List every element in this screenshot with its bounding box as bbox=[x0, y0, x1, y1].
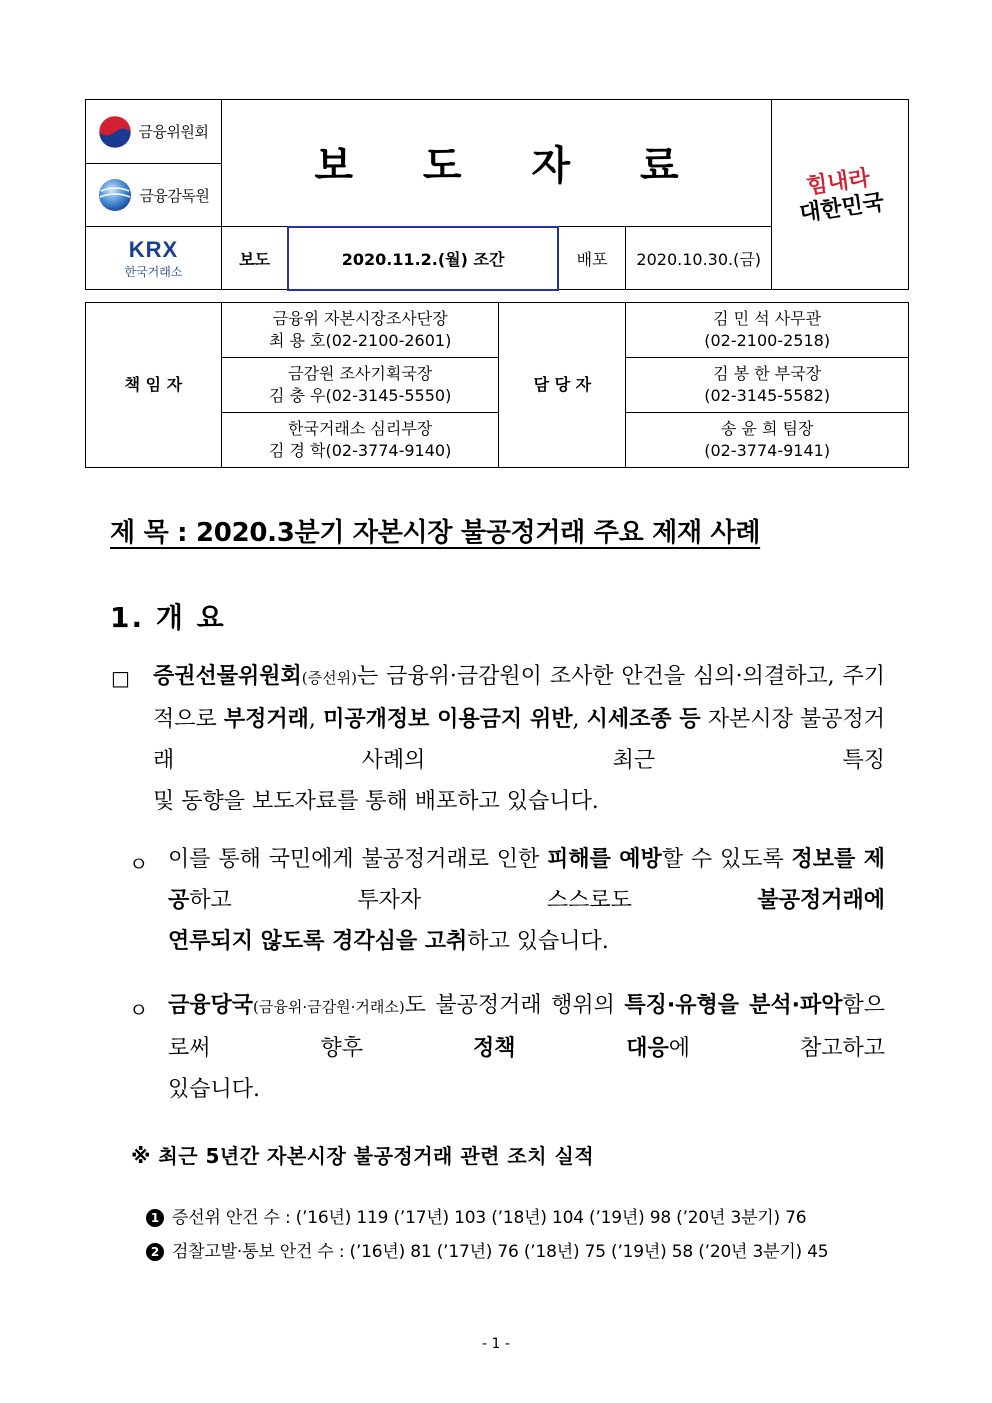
staff-3-title: 송 윤 희 팀장 bbox=[720, 419, 814, 438]
p2-text-3: 하고 투자자 스스로도 bbox=[189, 888, 758, 913]
staff-2-title: 김 봉 한 부국장 bbox=[713, 364, 822, 383]
responsible-3 bbox=[221, 413, 499, 468]
paragraph-1 bbox=[153, 656, 885, 822]
distribution-date: 2020.10.30.(금) bbox=[626, 227, 772, 290]
responsible-2-title: 금감원 조사기획국장 bbox=[288, 364, 433, 383]
release-date: 2020.11.2.(월) 조간 bbox=[288, 227, 558, 290]
p3-last-line: 있습니다. bbox=[168, 1077, 261, 1102]
slogan-cell bbox=[772, 100, 909, 290]
page-title: 보 도 자 료 bbox=[314, 143, 707, 190]
p1-last-line: 및 동향을 보도자료를 통해 배포하고 있습니다. bbox=[153, 789, 599, 814]
page-number: - 1 - bbox=[482, 1336, 510, 1352]
staff-2-contact: (02-3145-5582) bbox=[704, 386, 831, 405]
responsible-1 bbox=[221, 303, 499, 358]
krx-logo-cell bbox=[86, 227, 222, 290]
subject-heading: 제 목 : 2020.3분기 자본시장 불공정거래 주요 제재 사례 bbox=[110, 518, 761, 548]
fsc-name: 금융위원회 bbox=[138, 123, 209, 141]
slogan-line1: 힘내라 bbox=[804, 164, 872, 199]
p3-text-1: 도 불공정거래 행위의 bbox=[404, 993, 625, 1018]
p3-bold-3: 정책 대응 bbox=[473, 1036, 669, 1061]
p1-bold-1: 증권선물위원회 bbox=[153, 664, 302, 689]
stat-row-2-text: 검찰고발·통보 안건 수 : (’16년) 81 (’17년) 76 (’18년) 75 (’19년) 58 (’20년 3분기) 45 bbox=[172, 1242, 829, 1262]
staff-1 bbox=[626, 303, 909, 358]
p1-abbr: (증선위) bbox=[301, 669, 357, 687]
p1-bold-3: 미공개정보 이용금지 위반 bbox=[323, 707, 573, 732]
release-label: 보도 bbox=[221, 227, 288, 290]
p2-text-4: 하고 있습니다. bbox=[467, 929, 609, 954]
p1-bold-4: 시세조종 등 bbox=[586, 707, 701, 732]
circle-bullet-icon: ㅇ bbox=[129, 998, 149, 1022]
title-cell bbox=[221, 100, 771, 227]
stat-row-1-text: 증선위 안건 수 : (’16년) 119 (’17년) 103 (’18년) 104 (’19년) 98 (’20년 3분기) 76 bbox=[172, 1208, 807, 1228]
paragraph-3 bbox=[168, 985, 885, 1110]
fsc-logo-cell bbox=[86, 100, 222, 164]
slogan-logo bbox=[769, 159, 911, 229]
staff-2 bbox=[626, 358, 909, 413]
number-1-icon: 1 bbox=[146, 1209, 164, 1227]
fsc-emblem-icon bbox=[98, 115, 132, 149]
header-table bbox=[85, 99, 909, 291]
staff-label: 담 당 자 bbox=[499, 303, 626, 468]
p3-bold-2: 특징·유형을 분석·파악 bbox=[624, 993, 843, 1018]
responsible-2-contact: 김 충 우(02-3145-5550) bbox=[268, 386, 452, 405]
fss-emblem-icon bbox=[97, 177, 133, 213]
responsible-1-contact: 최 용 호(02-2100-2601) bbox=[268, 331, 452, 350]
fss-logo-cell bbox=[86, 164, 222, 227]
responsible-2 bbox=[221, 358, 499, 413]
section-heading: 1. 개 요 bbox=[110, 601, 226, 634]
krx-logo: KRX bbox=[128, 236, 179, 262]
p3-bold-1: 금융당국 bbox=[168, 993, 254, 1018]
staff-3 bbox=[626, 413, 909, 468]
responsible-label: 책 임 자 bbox=[86, 303, 222, 468]
p1-bold-2: 부정거래 bbox=[223, 707, 309, 732]
p3-text-3: 에 참고하고 bbox=[668, 1036, 885, 1061]
p3-text-2: 함으로써 향후 bbox=[168, 993, 885, 1061]
square-bullet-icon: □ bbox=[111, 666, 130, 690]
p1-comma-1: , bbox=[308, 707, 324, 732]
fss-name: 금융감독원 bbox=[139, 186, 210, 205]
staff-1-title: 김 민 석 사무관 bbox=[713, 309, 822, 328]
responsible-3-contact: 김 경 학(02-3774-9140) bbox=[268, 441, 452, 460]
number-2-icon: 2 bbox=[146, 1243, 164, 1261]
paragraph-2 bbox=[168, 839, 885, 962]
responsible-1-title: 금융위 자본시장조사단장 bbox=[272, 309, 448, 328]
p2-text-2: 할 수 있도록 bbox=[661, 847, 792, 872]
slogan-line2: 대한민국 bbox=[797, 188, 886, 227]
p2-bold-1: 피해를 예방 bbox=[547, 847, 662, 872]
p2-bold-2: 정보를 제공 bbox=[168, 847, 885, 913]
p1-text-2: 자본시장 불공정거래 사례의 최근 특징 bbox=[153, 707, 885, 773]
stat-row-2 bbox=[146, 1237, 828, 1262]
p1-text-1: 는 금융위·금감원이 조사한 안건을 심의·의결하고, 주기적으로 bbox=[153, 664, 885, 732]
stat-row-1 bbox=[146, 1203, 806, 1228]
staff-3-contact: (02-3774-9141) bbox=[704, 441, 831, 460]
responsible-3-title: 한국거래소 심리부장 bbox=[288, 419, 433, 438]
p1-comma-2: , bbox=[572, 707, 587, 732]
circle-bullet-icon: ㅇ bbox=[129, 852, 149, 876]
note-title: ※ 최근 5년간 자본시장 불공정거래 관련 조치 실적 bbox=[131, 1144, 595, 1168]
p3-abbr: (금융위·금감원·거래소) bbox=[253, 998, 405, 1016]
staff-1-contact: (02-2100-2518) bbox=[704, 331, 831, 350]
distribution-label: 배포 bbox=[558, 227, 626, 290]
p2-text-1: 이를 통해 국민에게 불공정거래로 인한 bbox=[168, 847, 548, 872]
contact-table bbox=[85, 302, 909, 468]
p2-bold-4: 연루되지 않도록 경각심을 고취 bbox=[168, 929, 468, 954]
p2-bold-3: 불공정거래에 bbox=[757, 888, 885, 913]
krx-name: 한국거래소 bbox=[124, 264, 183, 279]
